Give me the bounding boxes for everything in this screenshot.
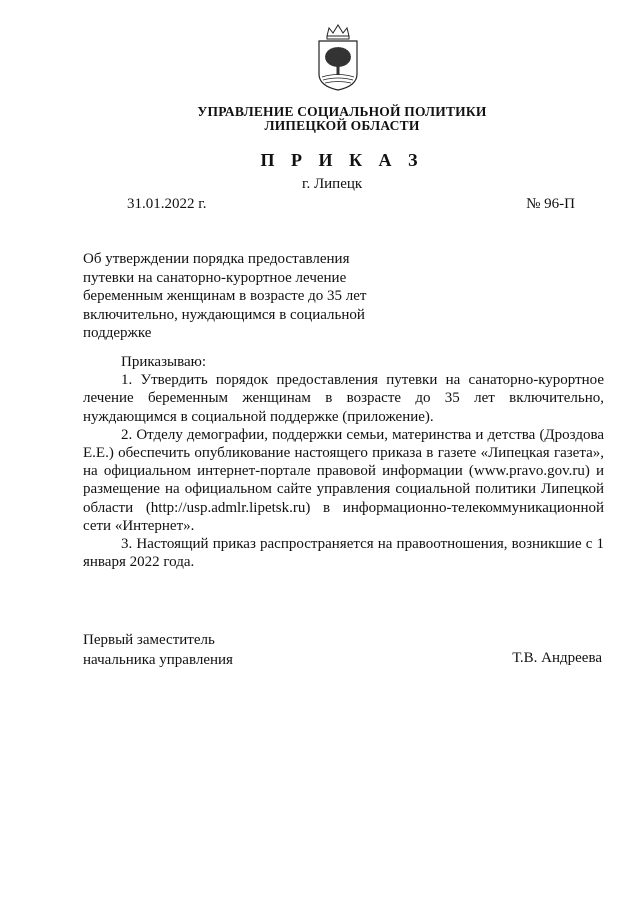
signatory-name: Т.В. Андреева (512, 650, 602, 666)
document-body (83, 353, 604, 571)
coat-of-arms-icon (313, 22, 363, 92)
signatory-position (83, 630, 233, 670)
body-item-1: 1. Утвердить порядок предоставления путевки на санаторно-курортное лечение беременным женщинам в возрасте до 35 лет включительно, нуждающимся в социальной поддержке (приложение). (83, 372, 604, 425)
body-intro: Приказываю: (121, 354, 206, 370)
document-subject: Об утверждении порядка предоставления путевки на санаторно-курортное лечение беременным женщинам в возрасте до 35 лет включительно, нуждающимся в социальной поддержке (83, 251, 367, 341)
city: г. Липецк (302, 176, 363, 192)
body-item-3: 3. Настоящий приказ распространяется на правоотношения, возникшие с 1 января 2022 года. (83, 536, 604, 571)
signatory-position-line1: Первый заместитель (83, 632, 215, 648)
body-item-2: 2. Отделу демографии, поддержки семьи, материнства и детства (Дроздова Е.Е.) обеспечить опубликование настоящего приказа в газете «Липецкая газета», на официальном интернет-портале правовой информации (www.pravo.gov.ru) и размещение на официальном сайте управления социальной политики Липецкой области (http://usp.admlr.lipetsk.ru) в информационно-телекоммуникационной сети «Интернет». (83, 426, 604, 534)
document-title: П Р И К А З (260, 150, 424, 170)
document-date: 31.01.2022 г. (127, 196, 207, 212)
org-name-line1: УПРАВЛЕНИЕ СОЦИАЛЬНОЙ ПОЛИТИКИ (197, 104, 487, 119)
document-number: № 96-П (526, 196, 575, 212)
org-name-line2: ЛИПЕЦКОЙ ОБЛАСТИ (264, 118, 420, 133)
signatory-position-line2: начальника управления (83, 652, 233, 668)
